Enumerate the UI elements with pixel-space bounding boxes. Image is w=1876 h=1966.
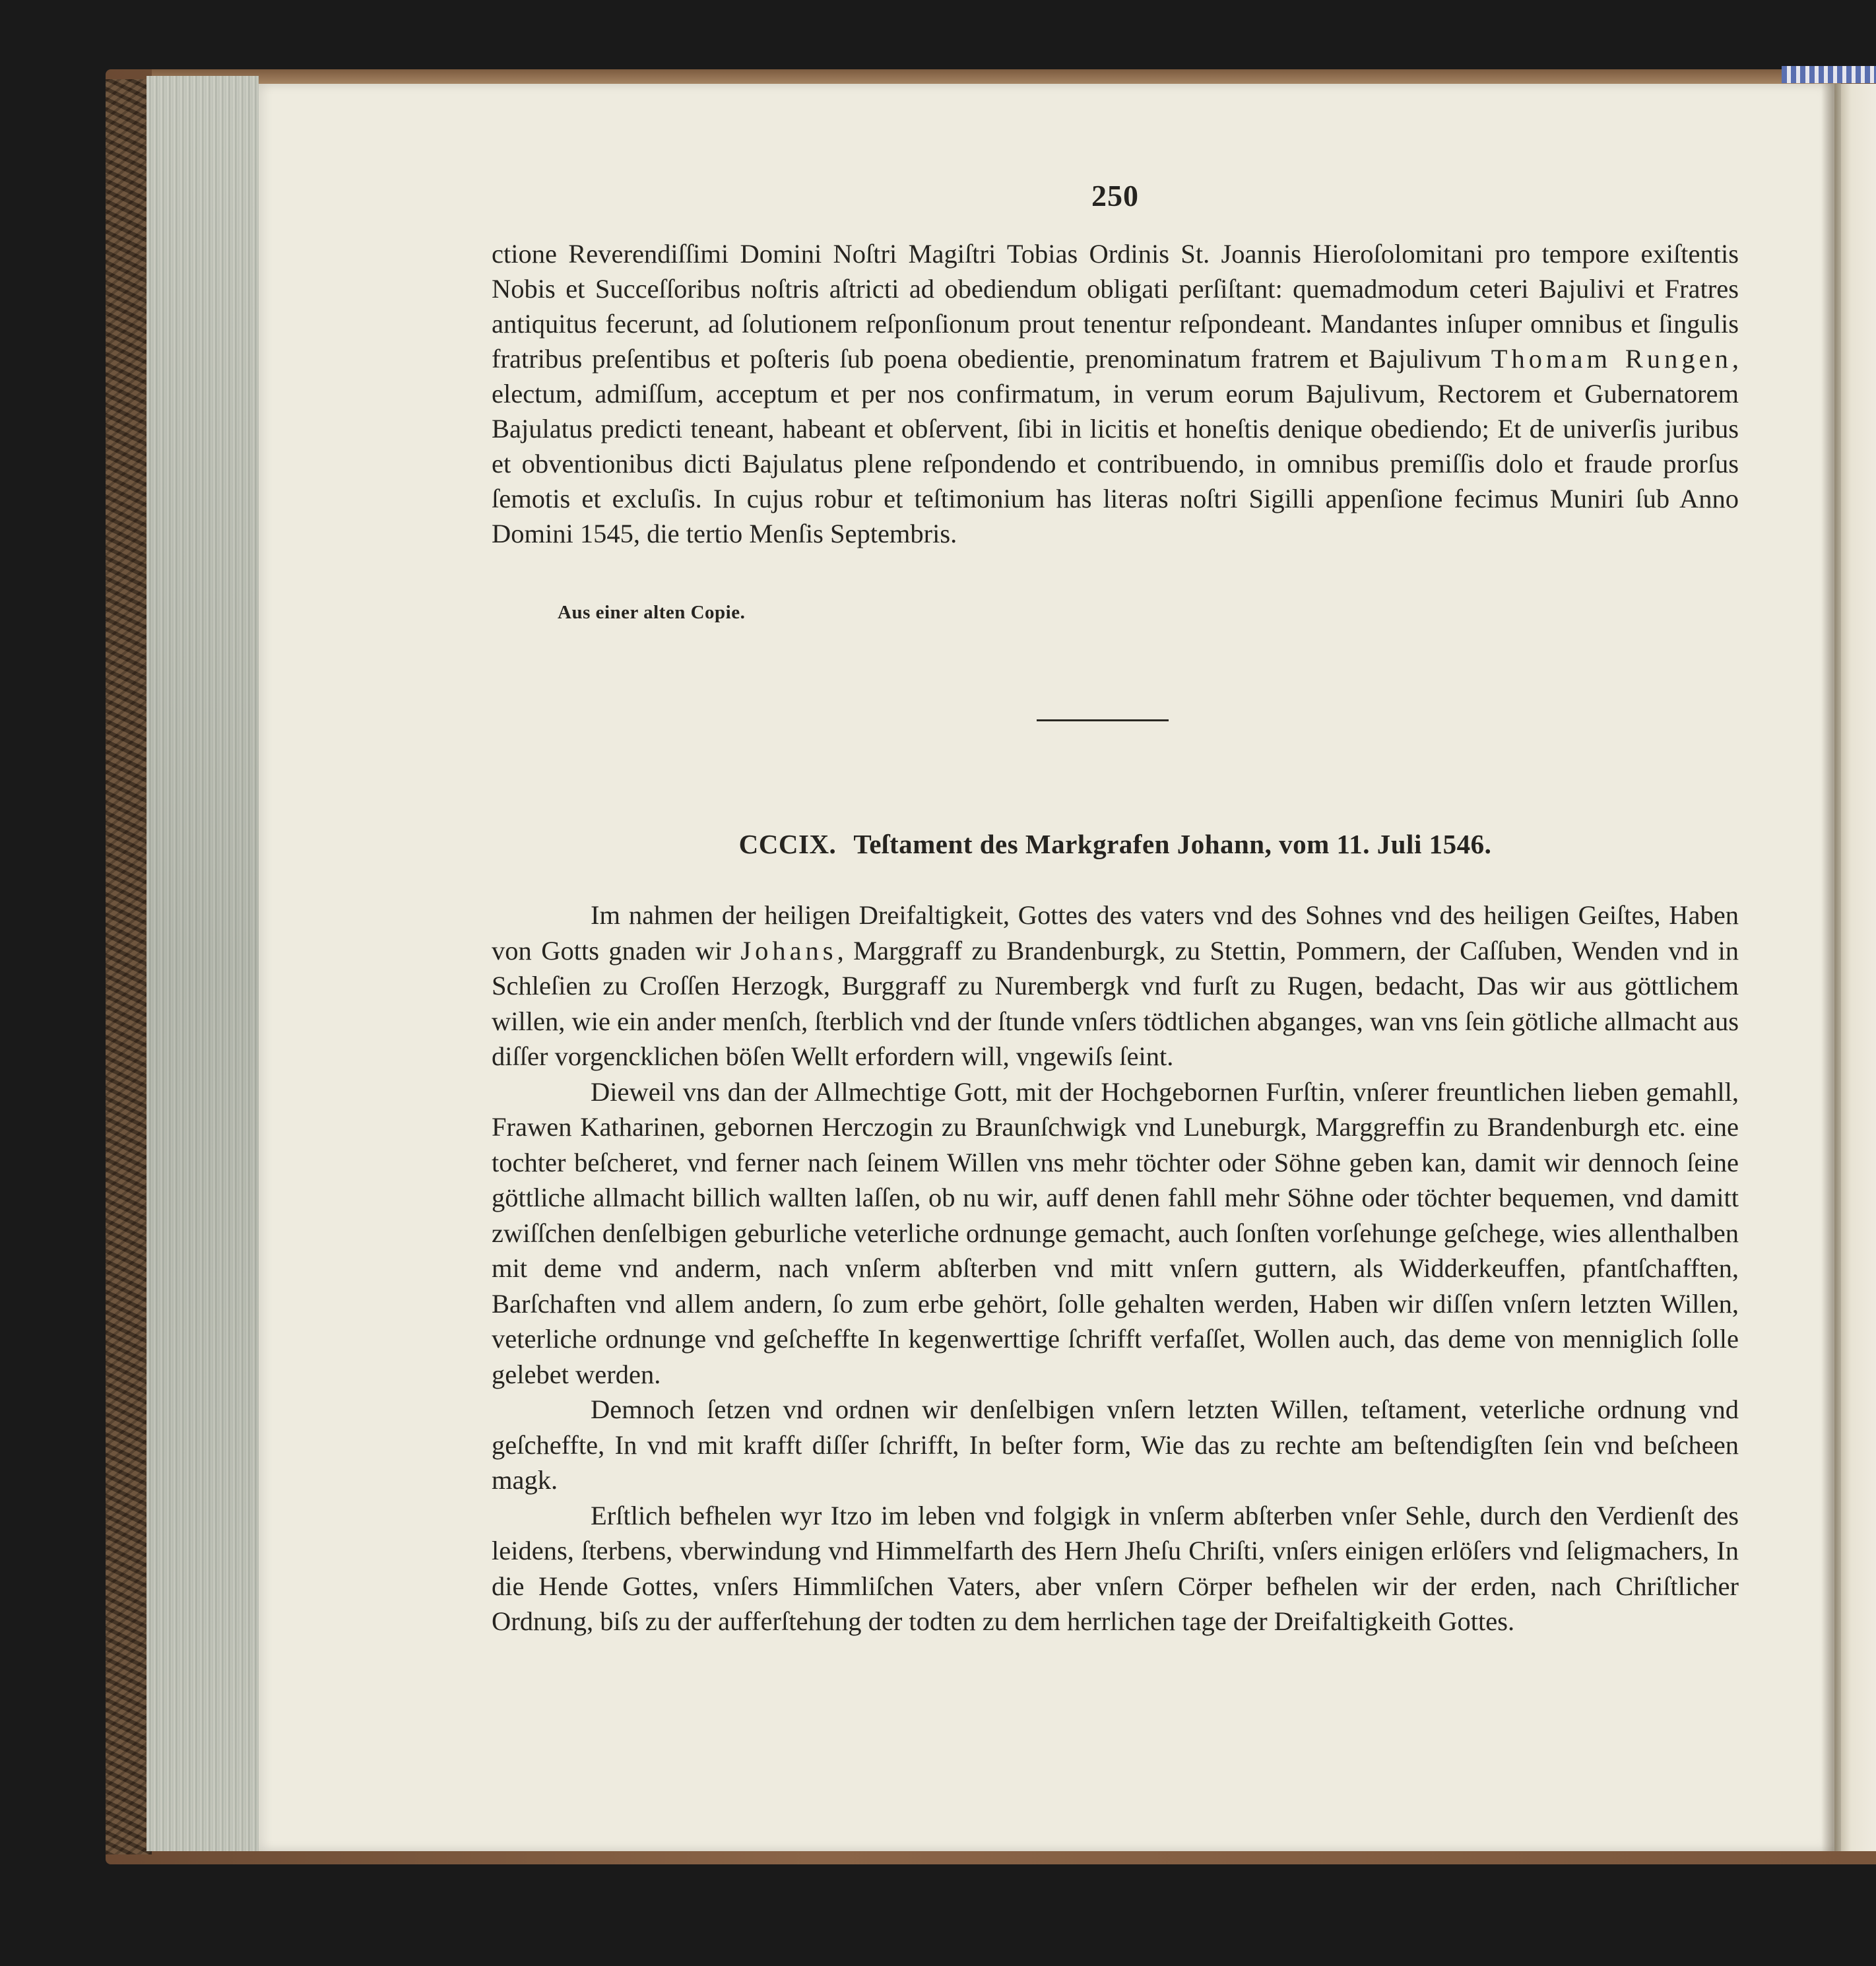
latin-text-part1: ctione Reverendiſſimi Domini Noſtri Magiſtri Tobias Ordinis St. Joannis Hieroſolomitani pro tempore exiſtentis Nobis et Succeſſoribus noſtris aſtricti ad obediendum obligati perſiſtant: quemadmodum ceteri Bajulivi et Fratres antiquitus fecerunt, ad ſolutionem reſponſionum prout tenentur reſpondeant. Mandantes inſuper omnibus et ſingulis fratribus preſentibus et poſteris ſub poena obedientie, prenominatum fratrem et Bajulivum [492, 239, 1739, 374]
document-title: Teſtament des Markgrafen Johann, vom 11. Juli 1546. [853, 829, 1492, 859]
page-gutter [1821, 84, 1841, 1851]
latin-text-part2: , electum, admiſſum, acceptum et per nos confirmatum, in verum eorum Bajulivum, Rectorem et Gubernatorem Bajulatus predicti teneant, habeant et obſervent, ſibi in licitis et honeſtis denique obediendo; Et de univerſis juribus et obventionibus dicti Bajulatus plene reſpondendo et contribuendo, in omnibus premiſſis dolo et fraude prorſus ſemotis et excluſis. In cujus robur et teſtimonium has literas noſtri Sigilli appenſione fecimus Muniri ſub Anno Domini 1545, die tertio Menſis Septembris. [492, 344, 1739, 548]
body-paragraph-1 [492, 898, 1739, 1074]
person-name: Thomam Rungen [1491, 344, 1732, 374]
document-heading [492, 828, 1739, 860]
document-body [492, 898, 1739, 1639]
body-paragraph-2: Dieweil vns dan der Allmechtige Gott, mit der Hochgebornen Furſtin, vnſerer freuntlichen lieben gemahll, Frawen Katharinen, gebornen Herczogin zu Braunſchwigk vnd Luneburgk, Marggreffin zu Brandenburgh etc. eine tochter beſcheret, vnd ferner nach ſeinem Willen vns mehr töchter oder Söhne geben kan, damit wir dennoch ſeine göttliche allmacht billich wallten laſſen, ob nu wir, auff denen fahll mehr Söhne oder töchter bequemen, vnd damitt zwiſſchen denſelbigen geburliche veterliche ordnunge gemacht, auch ſonſten vorſehunge geſchege, wies allenthalben mit deme vnd anderm, nach vnſerm abſterben vnd mitt vnſern guttern, als Widderkeuffen, pfantſchafften, Barſchaften vnd allem andern, ſo zum erbe gehört, ſolle gehalten werden, Haben wir diſſen vnſern letzten Willen, veterliche ordnunge vnd geſcheffte In kegenwerttige ſchrifft verfaſſet, Wollen auch, das deme von menniglich ſolle gelebet werden. [492, 1076, 1739, 1389]
cover-top-edge [152, 69, 1841, 84]
page-stack-edges [146, 76, 259, 1851]
body-paragraph-4: Erſtlich befhelen wyr Itzo im leben vnd folgigk in vnſerm abſterben vnſer Sehle, durch den Verdienſt des leidens, ſterbens, vberwindung vnd Himmelfarth des Hern Jheſu Chriſti, vnſers einigen erlöſers vnd ſeligmachers, In die Hende Gottes, vnſers Himmliſchen Vaters, aber vnſern Cörper befhelen wir der erden, nach Chriſtlicher Ordnung, biſs zu der aufferſtehung der todten zu dem herrlichen tage der Dreifaltigkeith Gottes. [492, 1500, 1739, 1636]
page-number: 250 [1091, 179, 1139, 213]
page-marker-tab [1782, 66, 1876, 83]
marbled-cover-edge [106, 79, 152, 1854]
document-number: CCCIX. [738, 829, 837, 859]
source-note: Aus einer alten Copie. [558, 602, 746, 623]
latin-paragraph [492, 236, 1739, 551]
person-name-johans: Johans [740, 935, 837, 966]
section-divider [1037, 719, 1169, 721]
body-paragraph-3: Demnoch ſetzen vnd ordnen wir denſelbigen vnſern letzten Willen, teſtament, veterliche ordnung vnd geſcheffte, In vnd mit krafft diſſer ſchrifft, In beſter form, Wie das zu rechte am beſtendigſten ſein vnd beſcheen magk. [492, 1394, 1739, 1495]
paragraph-1-end: , Marggraff zu Brandenburgk, zu Stettin, Pommern, der Caſſuben, Wenden vnd in Schleſien zu Croſſen Herzogk, Burggraff zu Nurembergk vnd furſt zu Rugen, bedacht, Das wir aus göttlichem willen, wie ein ander menſch, ſterblich vnd der ſtunde vnſers tödtlichen abganges, wan vns ſein götliche allmacht aus diſſer vorgencklichen böſen Wellt erfordern will, vngewiſs ſeint. [492, 935, 1739, 1071]
paragraph-1-start: Im nahmen der heiligen Dreifaltigkeit, Gottes des vaters vnd des Sohnes vnd des heiligen Geiſtes, Haben von Gotts gnaden wir [492, 900, 1739, 966]
